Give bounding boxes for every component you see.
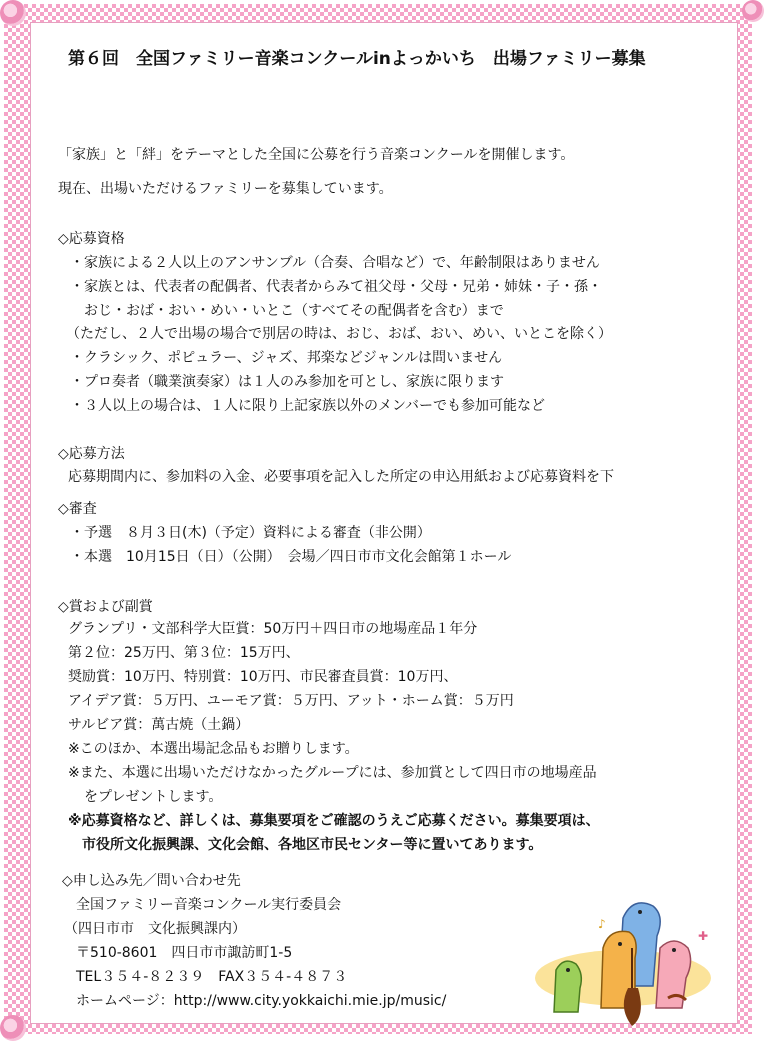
eligibility-line: おじ・おば・おい・めい・いとこ（すべてその配偶者を含む）まで — [84, 303, 504, 319]
prize-line: サルビア賞：萬古焼（土鍋） — [68, 717, 250, 733]
section-heading-prizes: ◇賞および副賞 — [58, 599, 153, 615]
judging-line: ・本選 10月15日（日）（公開） 会場／四日市市文化会館第１ホール — [70, 549, 512, 565]
svg-text:✚: ✚ — [698, 929, 709, 943]
eligibility-line: （ただし、２人で出場の場合で別居の時は、おじ、おば、おい、めい、いとこを除く） — [66, 326, 612, 342]
judging-line: ・予選 ８月３日(木)（予定）資料による審査（非公開） — [70, 525, 431, 541]
contact-line: 〒510-8601 四日市市諏訪町1-5 — [76, 945, 293, 961]
intro-line: 「家族」と「絆」をテーマとした全国に公募を行う音楽コンクールを開催します。 — [58, 147, 575, 163]
section-heading-contact: ◇申し込み先／問い合わせ先 — [62, 873, 241, 889]
page-curl-icon — [742, 0, 764, 22]
prize-note-bold: ※応募資格など、詳しくは、募集要項をご確認のうえご応募ください。募集要項は、 — [68, 813, 600, 829]
section-heading-method: ◇応募方法 — [58, 446, 125, 462]
eligibility-line: ・プロ奏者（職業演奏家）は１人のみ参加を可とし、家族に限ります — [70, 374, 504, 390]
contact-line: （四日市市 文化振興課内） — [64, 921, 246, 937]
prize-line: ※また、本選に出場いただけなかったグループには、参加賞として四日市の地場産品 — [68, 765, 597, 781]
prize-line: をプレゼントします。 — [84, 789, 223, 805]
dinosaur-band-illustration — [528, 888, 714, 1036]
prize-line: アイデア賞：５万円、ユーモア賞：５万円、アット・ホーム賞：５万円 — [68, 693, 514, 709]
eligibility-line: ・クラシック、ポピュラー、ジャズ、邦楽などジャンルは問いません — [70, 350, 503, 366]
svg-text:♪: ♪ — [598, 917, 606, 931]
contact-line: TEL３５４-８２３９ FAX３５４-４８７３ — [76, 969, 348, 985]
page-curl-icon — [0, 1015, 26, 1041]
prize-line: グランプリ・文部科学大臣賞：50万円＋四日市の地場産品１年分 — [68, 621, 478, 637]
method-line: 応募期間内に、参加料の入金、必要事項を記入した所定の申込用紙および応募資料を下 — [68, 469, 614, 485]
prize-line: 奨励賞：10万円、特別賞：10万円、市民審査員賞：10万円、 — [68, 669, 458, 685]
page-curl-icon — [0, 0, 26, 26]
section-heading-judging: ◇審査 — [58, 501, 97, 517]
prize-line: ※このほか、本選出場記念品もお贈りします。 — [68, 741, 359, 757]
contact-line: 全国ファミリー音楽コンクール実行委員会 — [76, 897, 342, 913]
intro-line: 現在、出場いただけるファミリーを募集しています。 — [58, 181, 393, 197]
prize-note-bold: 市役所文化振興課、文化会館、各地区市民センター等に置いてあります。 — [82, 837, 543, 853]
section-heading-eligibility: ◇応募資格 — [58, 231, 125, 247]
prize-line: 第２位：25万円、第３位：15万円、 — [68, 645, 300, 661]
contact-website-link[interactable]: ホームページ：http://www.city.yokkaichi.mie.jp/music/ — [76, 993, 447, 1009]
eligibility-line: ・家族とは、代表者の配偶者、代表者からみて祖父母・父母・兄弟・姉妹・子・孫・ — [70, 279, 602, 295]
page-title: 第６回 全国ファミリー音楽コンクールinよっかいち 出場ファミリー募集 — [68, 49, 646, 69]
eligibility-line: ・家族による２人以上のアンサンブル（合奏、合唱など）で、年齢制限はありません — [70, 255, 600, 271]
eligibility-line: ・３人以上の場合は、１人に限り上記家族以外のメンバーでも参加可能など — [70, 398, 546, 414]
